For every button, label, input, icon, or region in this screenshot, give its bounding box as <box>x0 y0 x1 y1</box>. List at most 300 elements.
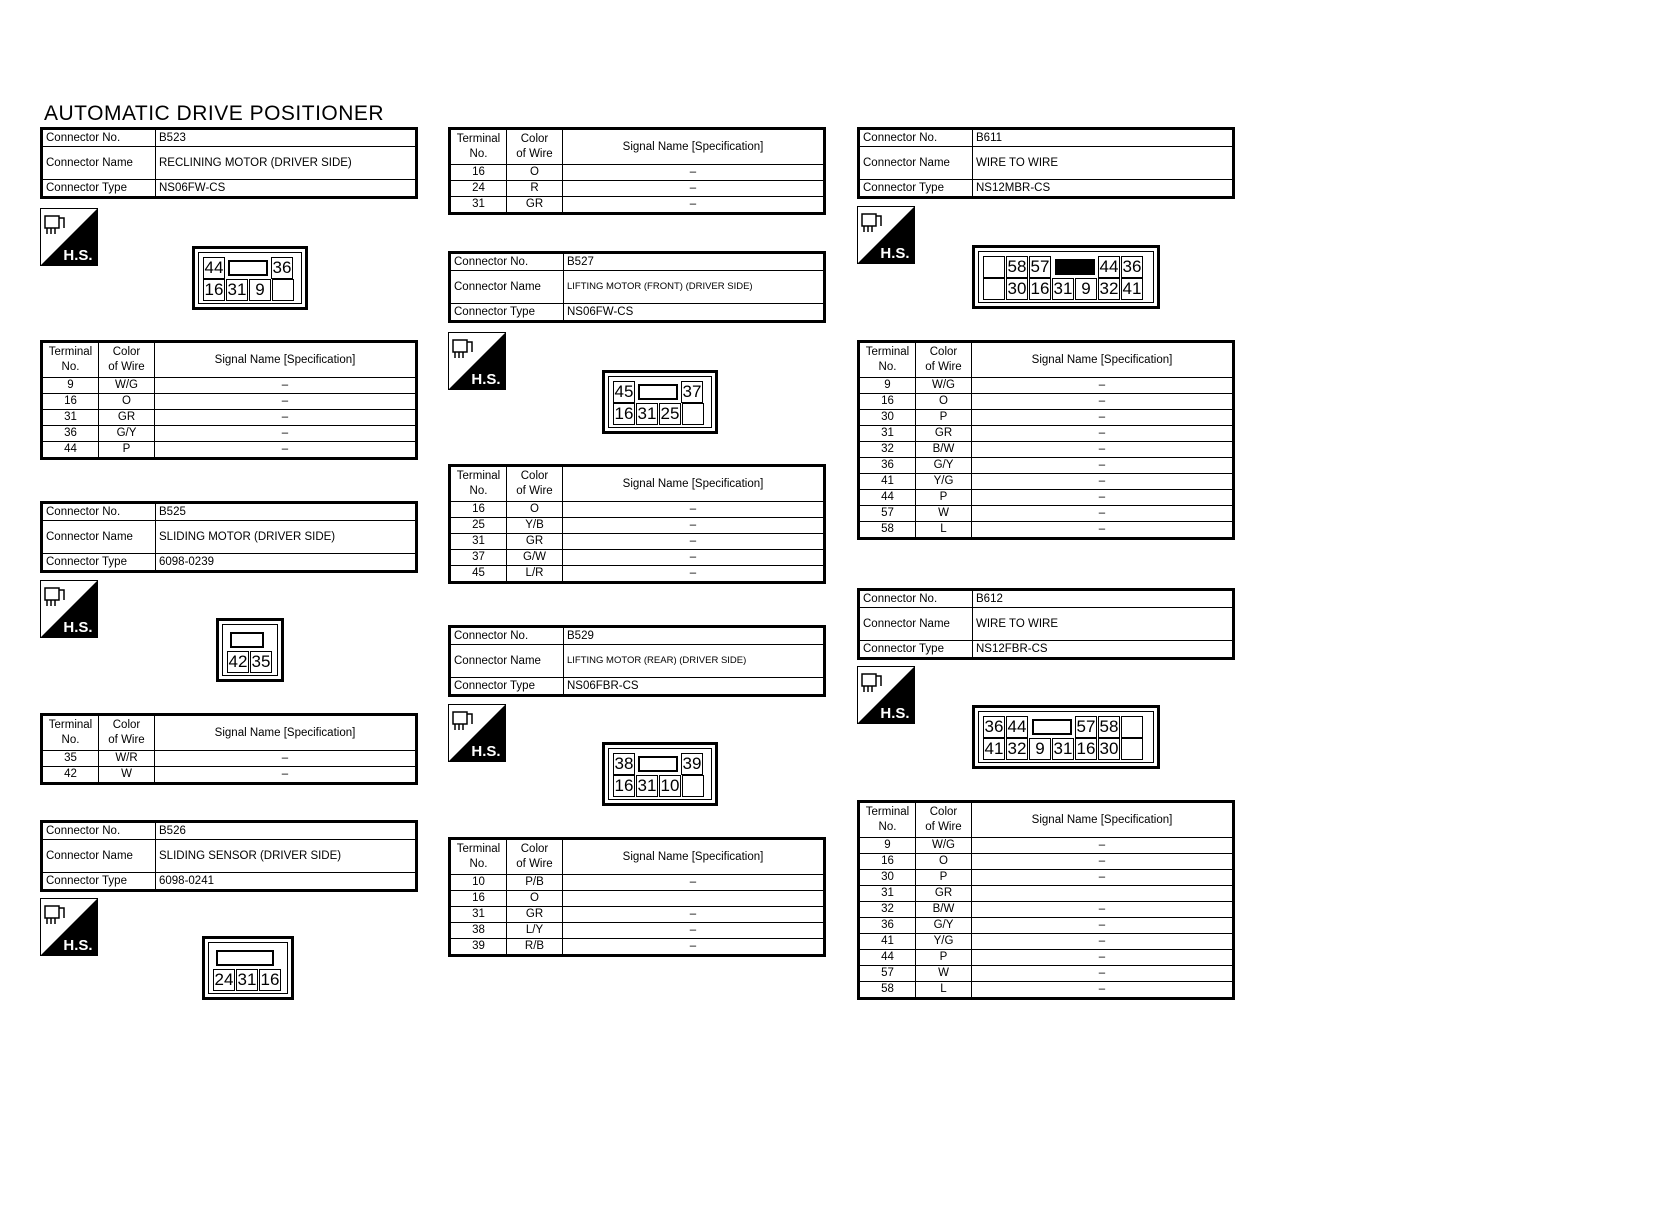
connector-type-value: 6098-0241 <box>156 873 417 891</box>
color-of-wire-header: Color of Wire <box>507 129 563 165</box>
wire-color-cell: L <box>916 982 972 999</box>
pin-cell: 9 <box>1075 278 1097 300</box>
wire-color-cell: W/R <box>99 751 155 767</box>
pin-cell: 31 <box>1053 739 1073 758</box>
terminal-no-cell: 16 <box>42 394 99 410</box>
terminal-no-header: Terminal No. <box>42 342 99 378</box>
pin-cell: 16 <box>204 280 224 299</box>
terminal-no-cell: 31 <box>450 534 507 550</box>
signal-name-cell: – <box>155 751 417 767</box>
signal-name-cell: – <box>563 875 825 891</box>
pin-cell: 25 <box>660 404 680 423</box>
terminal-table-b612 <box>857 800 1235 1000</box>
connector-face-b523 <box>192 246 308 310</box>
signal-name-header: Signal Name [Specification] <box>563 466 825 502</box>
terminal-table-b527 <box>448 464 826 584</box>
pin-cell: 45 <box>614 382 634 401</box>
terminal-no-cell: 58 <box>859 522 916 539</box>
pin-cell: 44 <box>1007 717 1027 736</box>
table-row <box>42 426 417 442</box>
connector-type-value: NS12FBR-CS <box>973 641 1234 659</box>
pin-cell: 32 <box>1007 739 1027 758</box>
table-row <box>859 394 1234 410</box>
wire-color-cell: W <box>916 506 972 522</box>
signal-name-header: Signal Name [Specification] <box>563 839 825 875</box>
wire-color-cell: O <box>507 165 563 181</box>
terminal-no-cell: 42 <box>42 767 99 784</box>
connector-name-value: SLIDING MOTOR (DRIVER SIDE) <box>156 521 417 554</box>
connector-no-value: B526 <box>156 822 417 840</box>
table-row <box>42 394 417 410</box>
pin-cell: 44 <box>204 258 224 277</box>
table-row <box>450 891 825 907</box>
harness-side-icon <box>40 580 98 638</box>
wire-color-cell: GR <box>507 907 563 923</box>
table-row <box>450 181 825 197</box>
connector-face-b525 <box>216 618 284 682</box>
signal-name-cell: – <box>972 394 1234 410</box>
pin-cell: 31 <box>227 280 247 299</box>
table-row <box>859 982 1234 999</box>
connector-header-b526 <box>40 820 418 892</box>
pin-cell: 32 <box>1099 279 1119 298</box>
table-row <box>859 934 1234 950</box>
signal-name-cell: – <box>563 518 825 534</box>
wire-color-cell: W/G <box>916 378 972 394</box>
wire-color-cell: B/W <box>916 442 972 458</box>
table-row <box>450 550 825 566</box>
wire-color-cell: P <box>916 410 972 426</box>
table-row <box>859 378 1234 394</box>
signal-name-cell <box>563 891 825 907</box>
signal-name-cell: – <box>155 442 417 459</box>
wire-color-cell: W/G <box>99 378 155 394</box>
signal-name-cell: – <box>972 378 1234 394</box>
table-row <box>859 854 1234 870</box>
table-row <box>859 918 1234 934</box>
terminal-table-b525 <box>40 713 418 785</box>
connector-lock <box>1055 259 1095 275</box>
table-row <box>450 518 825 534</box>
table-row <box>859 426 1234 442</box>
table-row <box>450 534 825 550</box>
connector-name-label: Connector Name <box>450 271 564 304</box>
signal-name-cell: – <box>972 426 1234 442</box>
table-row <box>859 522 1234 539</box>
color-of-wire-header: Color of Wire <box>916 802 972 838</box>
wire-color-cell: P <box>99 442 155 459</box>
signal-name-cell: – <box>563 923 825 939</box>
terminal-no-cell: 24 <box>450 181 507 197</box>
connector-type-label: Connector Type <box>859 180 973 198</box>
connector-type-label: Connector Type <box>42 554 156 572</box>
hs-badge-text: H.S. <box>63 619 93 636</box>
wire-color-cell: L/R <box>507 566 563 583</box>
pin-cell <box>983 278 1005 300</box>
table-row <box>859 474 1234 490</box>
signal-name-cell: – <box>563 197 825 214</box>
connector-face-b611 <box>972 245 1160 309</box>
pin-cell: 57 <box>1076 717 1096 736</box>
pin-cell: 35 <box>251 652 271 671</box>
connector-header-b611 <box>857 127 1235 199</box>
terminal-no-header: Terminal No. <box>450 466 507 502</box>
connector-name-value: WIRE TO WIRE <box>973 147 1234 180</box>
table-row <box>450 566 825 583</box>
terminal-no-cell: 9 <box>42 378 99 394</box>
connector-name-label: Connector Name <box>859 147 973 180</box>
wire-color-cell: G/Y <box>916 458 972 474</box>
connector-lock <box>228 260 268 276</box>
signal-name-cell: – <box>155 426 417 442</box>
connector-header-b523 <box>40 127 418 199</box>
harness-side-icon <box>857 206 915 264</box>
terminal-no-cell: 32 <box>859 902 916 918</box>
color-of-wire-header: Color of Wire <box>916 342 972 378</box>
terminal-no-cell: 36 <box>42 426 99 442</box>
pin-cell: 31 <box>237 970 257 989</box>
terminal-no-cell: 41 <box>859 474 916 490</box>
pin-cell <box>1121 738 1143 760</box>
connector-no-label: Connector No. <box>859 129 973 147</box>
terminal-no-cell: 57 <box>859 506 916 522</box>
connector-lock <box>230 632 264 648</box>
signal-name-cell: – <box>972 966 1234 982</box>
terminal-no-cell: 30 <box>859 410 916 426</box>
connector-name-label: Connector Name <box>42 147 156 180</box>
pin-cell: 16 <box>614 776 634 795</box>
terminal-no-cell: 9 <box>859 838 916 854</box>
signal-name-cell: – <box>563 502 825 518</box>
wire-color-cell: B/W <box>916 902 972 918</box>
wire-color-cell: GR <box>99 410 155 426</box>
pin-cell: 16 <box>260 970 280 989</box>
signal-name-header: Signal Name [Specification] <box>972 802 1234 838</box>
connector-type-value: NS06FW-CS <box>156 180 417 198</box>
table-row <box>859 490 1234 506</box>
terminal-no-cell: 16 <box>450 165 507 181</box>
signal-name-cell: – <box>972 410 1234 426</box>
wire-color-cell: Y/G <box>916 474 972 490</box>
pin-cell: 30 <box>1099 739 1119 758</box>
connector-no-value: B525 <box>156 503 417 521</box>
wire-color-cell: O <box>507 891 563 907</box>
connector-name-value: LIFTING MOTOR (REAR) (DRIVER SIDE) <box>564 645 825 678</box>
terminal-no-cell: 44 <box>42 442 99 459</box>
wire-color-cell: P <box>916 870 972 886</box>
pin-cell: 16 <box>1030 279 1050 298</box>
wire-color-cell: GR <box>507 534 563 550</box>
signal-name-cell: – <box>972 918 1234 934</box>
connector-no-label: Connector No. <box>42 129 156 147</box>
table-row <box>450 907 825 923</box>
pin-cell: 9 <box>249 279 271 301</box>
table-row <box>42 378 417 394</box>
wire-color-cell: O <box>916 394 972 410</box>
pin-cell: 31 <box>637 776 657 795</box>
connector-lock <box>638 384 678 400</box>
terminal-no-cell: 9 <box>859 378 916 394</box>
connector-face-b612 <box>972 705 1160 769</box>
pin-cell: 58 <box>1007 257 1027 276</box>
connector-type-label: Connector Type <box>450 304 564 322</box>
harness-side-icon <box>448 704 506 762</box>
connector-face-b526 <box>202 936 294 1000</box>
connector-lock <box>216 950 274 966</box>
signal-name-cell: – <box>972 934 1234 950</box>
table-row <box>450 923 825 939</box>
terminal-no-cell: 41 <box>859 934 916 950</box>
connector-face-b529 <box>602 742 718 806</box>
wire-color-cell: P <box>916 950 972 966</box>
harness-side-icon <box>857 666 915 724</box>
connector-name-value: RECLINING MOTOR (DRIVER SIDE) <box>156 147 417 180</box>
table-row <box>450 502 825 518</box>
connector-name-value: SLIDING SENSOR (DRIVER SIDE) <box>156 840 417 873</box>
wire-color-cell: L/Y <box>507 923 563 939</box>
pin-cell: 39 <box>682 754 702 773</box>
terminal-no-header: Terminal No. <box>450 839 507 875</box>
signal-name-header: Signal Name [Specification] <box>563 129 825 165</box>
wire-color-cell: G/Y <box>99 426 155 442</box>
connector-type-label: Connector Type <box>450 678 564 696</box>
table-row <box>859 442 1234 458</box>
signal-name-cell: – <box>563 550 825 566</box>
table-row <box>42 751 417 767</box>
table-row <box>450 939 825 956</box>
connector-no-label: Connector No. <box>859 590 973 608</box>
terminal-no-cell: 16 <box>450 502 507 518</box>
pin-cell: 16 <box>614 404 634 423</box>
pin-cell: 10 <box>660 776 680 795</box>
signal-name-cell: – <box>155 378 417 394</box>
connector-name-value: WIRE TO WIRE <box>973 608 1234 641</box>
pin-cell: 31 <box>637 404 657 423</box>
signal-name-cell <box>972 886 1234 902</box>
terminal-table-b523 <box>40 340 418 460</box>
signal-name-header: Signal Name [Specification] <box>972 342 1234 378</box>
signal-name-cell: – <box>563 907 825 923</box>
table-row <box>859 870 1234 886</box>
table-row <box>859 506 1234 522</box>
wire-color-cell: G/Y <box>916 918 972 934</box>
signal-name-cell: – <box>155 394 417 410</box>
connector-no-value: B612 <box>973 590 1234 608</box>
terminal-table-b611 <box>857 340 1235 540</box>
terminal-no-cell: 32 <box>859 442 916 458</box>
pin-cell: 9 <box>1029 738 1051 760</box>
connector-name-label: Connector Name <box>859 608 973 641</box>
wire-color-cell: R/B <box>507 939 563 956</box>
hs-badge-text: H.S. <box>63 247 93 264</box>
pin-cell: 44 <box>1099 257 1119 276</box>
signal-name-header: Signal Name [Specification] <box>155 715 417 751</box>
terminal-no-cell: 31 <box>859 886 916 902</box>
color-of-wire-header: Color of Wire <box>99 715 155 751</box>
pin-cell: 41 <box>1122 279 1142 298</box>
connector-no-label: Connector No. <box>42 503 156 521</box>
pin-cell: 38 <box>614 754 634 773</box>
terminal-no-cell: 31 <box>450 907 507 923</box>
pin-cell <box>682 403 704 425</box>
terminal-no-cell: 16 <box>859 394 916 410</box>
terminal-no-cell: 25 <box>450 518 507 534</box>
hs-badge-text: H.S. <box>471 743 501 760</box>
table-row <box>859 410 1234 426</box>
connector-name-label: Connector Name <box>450 645 564 678</box>
wire-color-cell: GR <box>916 426 972 442</box>
wire-color-cell: GR <box>916 886 972 902</box>
wire-color-cell: Y/B <box>507 518 563 534</box>
table-row <box>859 966 1234 982</box>
terminal-no-cell: 31 <box>450 197 507 214</box>
signal-name-cell: – <box>972 870 1234 886</box>
terminal-no-cell: 31 <box>42 410 99 426</box>
pin-cell: 36 <box>272 258 292 277</box>
pin-cell: 57 <box>1030 257 1050 276</box>
signal-name-cell: – <box>972 902 1234 918</box>
connector-no-value: B611 <box>973 129 1234 147</box>
pin-cell: 41 <box>984 739 1004 758</box>
terminal-no-header: Terminal No. <box>859 802 916 838</box>
hs-badge-text: H.S. <box>471 371 501 388</box>
signal-name-cell: – <box>972 950 1234 966</box>
table-row <box>42 767 417 784</box>
wire-color-cell: Y/G <box>916 934 972 950</box>
pin-cell: 31 <box>1053 279 1073 298</box>
signal-name-cell: – <box>155 410 417 426</box>
connector-type-value: NS06FW-CS <box>564 304 825 322</box>
signal-name-cell: – <box>563 181 825 197</box>
wire-color-cell: GR <box>507 197 563 214</box>
signal-name-cell: – <box>563 566 825 583</box>
pin-cell: 16 <box>1076 739 1096 758</box>
connector-type-value: NS12MBR-CS <box>973 180 1234 198</box>
signal-name-cell: – <box>972 522 1234 539</box>
terminal-table-b526 <box>448 127 826 215</box>
pin-cell: 42 <box>228 652 248 671</box>
pin-cell <box>682 775 704 797</box>
harness-side-icon <box>40 898 98 956</box>
connector-type-label: Connector Type <box>42 873 156 891</box>
terminal-no-cell: 45 <box>450 566 507 583</box>
pin-cell: 24 <box>214 970 234 989</box>
page-title: AUTOMATIC DRIVE POSITIONER <box>44 102 385 125</box>
wire-color-cell: W <box>916 966 972 982</box>
signal-name-cell: – <box>155 767 417 784</box>
terminal-no-cell: 35 <box>42 751 99 767</box>
wire-color-cell: O <box>916 854 972 870</box>
connector-type-value: NS06FBR-CS <box>564 678 825 696</box>
wire-color-cell: P/B <box>507 875 563 891</box>
hs-badge-text: H.S. <box>63 937 93 954</box>
terminal-table-b529 <box>448 837 826 957</box>
terminal-no-header: Terminal No. <box>450 129 507 165</box>
connector-no-label: Connector No. <box>42 822 156 840</box>
table-row <box>450 875 825 891</box>
pin-cell: 58 <box>1099 717 1119 736</box>
signal-name-cell: – <box>972 506 1234 522</box>
wire-color-cell: R <box>507 181 563 197</box>
table-row <box>42 410 417 426</box>
connector-no-value: B523 <box>156 129 417 147</box>
table-row <box>450 165 825 181</box>
signal-name-cell: – <box>563 165 825 181</box>
signal-name-cell: – <box>563 534 825 550</box>
terminal-no-cell: 37 <box>450 550 507 566</box>
connector-header-b525 <box>40 501 418 573</box>
hs-badge-text: H.S. <box>880 705 910 722</box>
terminal-no-cell: 16 <box>450 891 507 907</box>
pin-cell <box>272 279 294 301</box>
signal-name-cell: – <box>972 838 1234 854</box>
wire-color-cell: O <box>99 394 155 410</box>
terminal-no-header: Terminal No. <box>42 715 99 751</box>
table-row <box>859 458 1234 474</box>
connector-header-b527 <box>448 251 826 323</box>
connector-type-value: 6098-0239 <box>156 554 417 572</box>
terminal-no-cell: 44 <box>859 950 916 966</box>
connector-no-label: Connector No. <box>450 253 564 271</box>
connector-name-label: Connector Name <box>42 840 156 873</box>
wire-color-cell: L <box>916 522 972 539</box>
signal-name-cell: – <box>972 982 1234 999</box>
table-row <box>859 886 1234 902</box>
terminal-no-header: Terminal No. <box>859 342 916 378</box>
wire-color-cell: P <box>916 490 972 506</box>
connector-face-b527 <box>602 370 718 434</box>
pin-cell: 36 <box>1122 257 1142 276</box>
terminal-no-cell: 16 <box>859 854 916 870</box>
table-row <box>450 197 825 214</box>
table-row <box>42 442 417 459</box>
signal-name-cell: – <box>972 458 1234 474</box>
table-row <box>859 902 1234 918</box>
connector-header-b529 <box>448 625 826 697</box>
connector-no-value: B529 <box>564 627 825 645</box>
terminal-no-cell: 31 <box>859 426 916 442</box>
connector-type-label: Connector Type <box>42 180 156 198</box>
pin-cell: 37 <box>682 382 702 401</box>
connector-header-b612 <box>857 588 1235 660</box>
connector-no-value: B527 <box>564 253 825 271</box>
pin-cell: 36 <box>984 717 1004 736</box>
hs-badge-text: H.S. <box>880 245 910 262</box>
terminal-no-cell: 10 <box>450 875 507 891</box>
pin-cell <box>983 256 1005 278</box>
terminal-no-cell: 36 <box>859 918 916 934</box>
wire-color-cell: G/W <box>507 550 563 566</box>
wire-color-cell: W/G <box>916 838 972 854</box>
wire-color-cell: O <box>507 502 563 518</box>
connector-no-label: Connector No. <box>450 627 564 645</box>
terminal-no-cell: 39 <box>450 939 507 956</box>
pin-cell: 30 <box>1007 279 1027 298</box>
terminal-no-cell: 30 <box>859 870 916 886</box>
connector-name-value: LIFTING MOTOR (FRONT) (DRIVER SIDE) <box>564 271 825 304</box>
terminal-no-cell: 44 <box>859 490 916 506</box>
table-row <box>859 838 1234 854</box>
harness-side-icon <box>448 332 506 390</box>
color-of-wire-header: Color of Wire <box>507 839 563 875</box>
color-of-wire-header: Color of Wire <box>99 342 155 378</box>
pin-cell <box>1121 716 1143 738</box>
signal-name-cell: – <box>972 442 1234 458</box>
terminal-no-cell: 57 <box>859 966 916 982</box>
terminal-no-cell: 38 <box>450 923 507 939</box>
wire-color-cell: W <box>99 767 155 784</box>
signal-name-header: Signal Name [Specification] <box>155 342 417 378</box>
